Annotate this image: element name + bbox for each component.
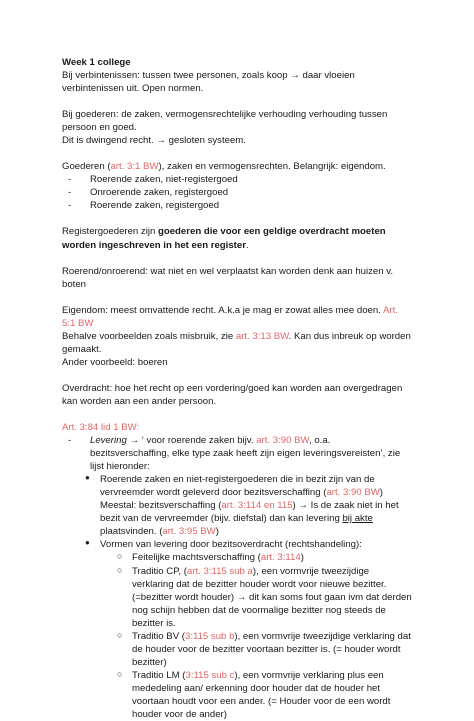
eigendom-line-3: Ander voorbeeld: boeren <box>62 356 168 368</box>
text: ), een vormvrije tweezijdige verklaring dat de bezitter houder wordt voor nieuwe bezitter. (=bezitter wordt houder) → dit kan soms fout gaan ivm dat derden nog schijn hebben dat de voormalige bezitter nog steeds de bezitter is. <box>132 565 412 629</box>
sub-item <box>62 565 412 630</box>
article-reference: art. 3:1 BW <box>110 161 159 173</box>
text: Traditio LM ( <box>132 669 186 681</box>
page-title: Week 1 college <box>62 57 131 68</box>
bold-text: goederen die voor een geldige overdracht moeten worden ingeschreven in het een register <box>62 226 386 251</box>
underlined-text: bij akte <box>342 513 373 525</box>
sub-item <box>62 630 412 669</box>
text: , o.a. bezitsverschaffing, elke type zaak heeft zijn eigen leveringsvereisten’, zie lijst hieronder: <box>90 435 401 473</box>
text: . <box>245 239 249 251</box>
article-reference: art. 3:90 BW <box>326 487 380 499</box>
goederen-line-1: Bij goederen: de zaken, vermogensrechtelijke verhouding verhouding tussen persoon en goed. <box>62 109 388 134</box>
text: Eigendom: meest omvattende recht. A.k.a je mag er zowat alles mee doen. <box>62 304 384 316</box>
article-reference: art. 3:114 en 115 <box>221 500 293 512</box>
article-reference: art. 3:115 sub a <box>186 565 253 577</box>
eigendom-line-2 <box>62 330 412 356</box>
article-heading: Art. 3:84 lid 1 BW: <box>62 421 140 433</box>
sub-item <box>62 669 412 721</box>
text: Traditio CP, ( <box>132 565 187 577</box>
goederen-definition <box>62 160 412 173</box>
roerend-paragraph: Roerend/onroerend: wat niet en wel verplaatst kan worden denk aan huizen v. boten <box>62 265 394 290</box>
sub-item <box>62 551 412 564</box>
type-item: - Onroerende zaken, registergoed <box>62 186 412 199</box>
text: ), een vormvrije verklaring plus een mededeling aan/ erkenning door houder dat de houder het voortaan houdt voor een ander. (= Houder voor de een wordt houder voor de ander) <box>132 669 391 721</box>
article-reference: art. 3:114 <box>260 552 301 564</box>
text: ), zaken en vermogensrechten. Belangrijk: eigendom. <box>158 161 386 173</box>
article-reference: 3:115 sub b <box>184 630 235 642</box>
text: ) → Is de zaak niet in het bezit van de vervreemder (bijv. diefstal) dan kan levering <box>100 500 399 525</box>
text: ) <box>300 552 304 564</box>
text: → ‘ voor roerende zaken bijv. <box>126 435 257 447</box>
article-reference: Art. 5:1 BW <box>62 304 398 329</box>
text: Roerende zaken en niet-registergoederen die in bezit zijn van de vervreemder wordt geleverd door bezitsverschaffing ( <box>100 474 375 499</box>
text: ), een vormvrije tweezijdige verklaring dat de houder voor de bezitter voortaan bezitter is. (= houder wordt bezitter) <box>132 630 411 668</box>
italic-text: Levering <box>90 435 127 447</box>
text: Registergoederen zijn <box>62 226 158 238</box>
article-reference: 3:115 sub c <box>185 669 235 681</box>
text: . Kan dus inbreuk op worden gemaakt. <box>62 330 411 355</box>
bullet-item <box>62 473 412 538</box>
article-reference: art. 3:90 BW <box>256 435 310 447</box>
text: ) Meestal: bezitsverschaffing ( <box>100 487 383 512</box>
goederen-line-2: Dit is dwingend recht. → gesloten systeem. <box>62 135 246 147</box>
overdracht-paragraph: Overdracht: hoe het recht op een vordering/goed kan worden aan overgedragen kan worden aan een ander persoon. <box>62 382 403 407</box>
article-reference: art. 3:13 BW <box>235 330 289 342</box>
text: Goederen ( <box>62 161 111 173</box>
text: ) <box>215 526 219 538</box>
bullet-item: ● Vormen van levering door bezitsoverdracht (rechtshandeling): <box>62 538 412 551</box>
verbintenissen-paragraph: Bij verbintenissen: tussen twee personen, zoals koop → daar vloeien verbintenissen uit. Open normen. <box>62 70 355 95</box>
text: Behalve voorbeelden zoals misbruik, zie <box>62 330 236 342</box>
text: plaatsvinden. ( <box>100 526 163 538</box>
eigendom-line-1 <box>62 304 412 330</box>
text: Feitelijke machtsverschaffing ( <box>132 552 261 564</box>
type-item: - Roerende zaken, registergoed <box>62 199 412 212</box>
text: Traditio BV ( <box>132 630 185 642</box>
type-item: - Roerende zaken, niet-registergoed <box>62 173 412 186</box>
article-reference: art. 3:95 BW <box>162 526 216 538</box>
levering-item <box>62 434 412 473</box>
registergoed-paragraph <box>62 225 412 251</box>
